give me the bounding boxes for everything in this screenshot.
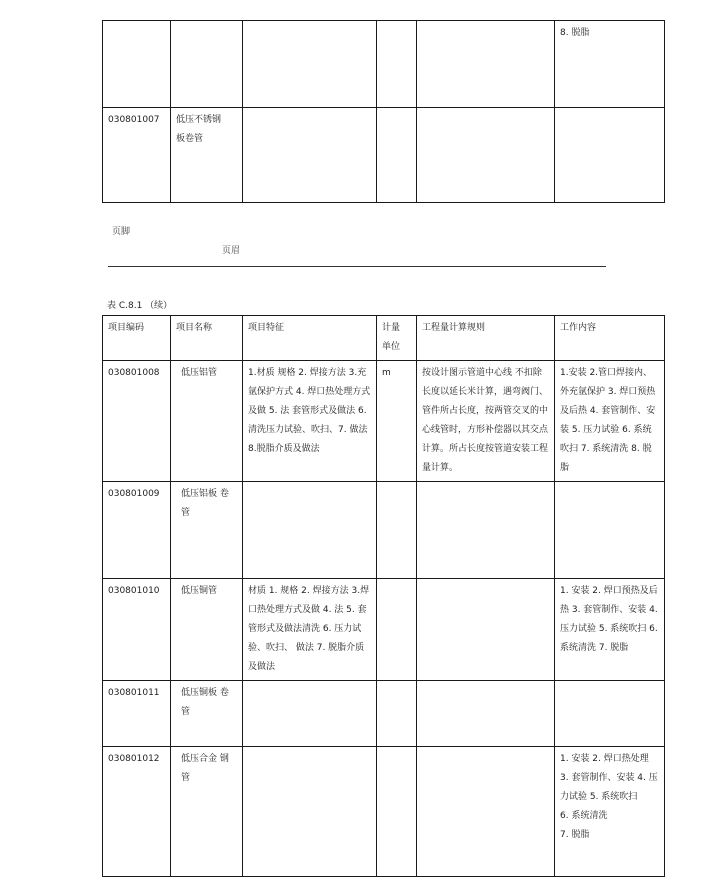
cell-code: 030801010: [103, 579, 171, 681]
cell-work: [555, 108, 665, 203]
cell-name: 低压铜板 卷管: [171, 681, 243, 747]
cell-feature: [243, 108, 377, 203]
cell-unit: [377, 579, 417, 681]
table-row: [103, 747, 665, 877]
cell-name: 低压铝管: [171, 361, 243, 482]
table-row: [103, 361, 665, 482]
header-code: 项目编码: [103, 316, 171, 361]
table-row: [103, 108, 665, 203]
cell-work: 8. 脱脂: [555, 21, 665, 108]
cell-work: [555, 681, 665, 747]
table-row: [103, 681, 665, 747]
cell-feature: [243, 21, 377, 108]
header-unit: 计量 单位: [377, 316, 417, 361]
cell-work: 1. 安装 2. 焊口热处理 3. 套管制作、安装 4. 压力试验 5. 系统吹扫 6. 系统清洗 7. 脱脂: [555, 747, 665, 877]
cell-work: 1. 安装 2. 焊口预热及后热 3. 套管制作、安装 4. 压力试验 5. 系统吹扫 6. 系统清洗 7. 脱脂: [555, 579, 665, 681]
cell-feature: [243, 681, 377, 747]
cell-feature: 1.材质 规格 2. 焊接方法 3.充氩保护方式 4. 焊口热处理方式及做 5. 法 套管形式及做法 6. 清洗压力试验、吹扫、7. 做法 8.脱脂介质及做法: [243, 361, 377, 482]
cell-work: [555, 482, 665, 579]
cell-feature: [243, 747, 377, 877]
cell-code: 030801012: [103, 747, 171, 877]
cell-unit: m: [377, 361, 417, 482]
cell-name: 低压合金 钢管: [171, 747, 243, 877]
cell-rule: 按设计图示管道中心线 不扣除长度以延长米计算，遇弯阀门、管件所占长度，按两管交叉的中心线管时，方形补偿器以其交点计算。所占长度按管道安装工程 量计算。: [417, 361, 555, 482]
cell-rule: [417, 21, 555, 108]
header-name: 项目名称: [171, 316, 243, 361]
cell-name: 低压铝板 卷管: [171, 482, 243, 579]
page-footer-label: 页脚: [112, 227, 131, 237]
cell-unit: [377, 681, 417, 747]
cell-rule: [417, 108, 555, 203]
cell-name: 低压不锈钢 板卷管: [171, 108, 243, 203]
cell-name: [171, 21, 243, 108]
cell-code: 030801008: [103, 361, 171, 482]
header-feature: 项目特征: [243, 316, 377, 361]
cell-rule: [417, 482, 555, 579]
cell-unit: [377, 21, 417, 108]
cell-code: 030801009: [103, 482, 171, 579]
top-table: [102, 20, 665, 203]
cell-name: 低压铜管: [171, 579, 243, 681]
header-work: 工作内容: [555, 316, 665, 361]
table-caption: 表 C.8.1 （续）: [107, 301, 173, 311]
cell-code: 030801011: [103, 681, 171, 747]
cell-unit: [377, 482, 417, 579]
table-row: [103, 21, 665, 108]
cell-rule: [417, 747, 555, 877]
cell-code: 030801007: [103, 108, 171, 203]
header-rule: 工程量计算规则: [417, 316, 555, 361]
table-header-row: [103, 316, 665, 361]
header-divider: [108, 266, 606, 267]
table-row: [103, 579, 665, 681]
table-row: [103, 482, 665, 579]
cell-rule: [417, 681, 555, 747]
page-header-label: 页眉: [222, 246, 241, 256]
cell-feature: 材质 1. 规格 2. 焊接方法 3.焊口热处理方式及做 4. 法 5. 套管形式及做法清洗 6. 压力试验、吹扫、 做法 7. 脱脂介质及做法: [243, 579, 377, 681]
cell-unit: [377, 108, 417, 203]
cell-feature: [243, 482, 377, 579]
cell-rule: [417, 579, 555, 681]
cell-work: 1.安装 2.管口焊接内、外充氩保护 3. 焊口预热及后热 4. 套管制作、安装 5. 压力试验 6. 系统吹扫 7. 系统清洗 8. 脱脂: [555, 361, 665, 482]
cell-code: [103, 21, 171, 108]
cell-unit: [377, 747, 417, 877]
bottom-table: [102, 315, 665, 877]
